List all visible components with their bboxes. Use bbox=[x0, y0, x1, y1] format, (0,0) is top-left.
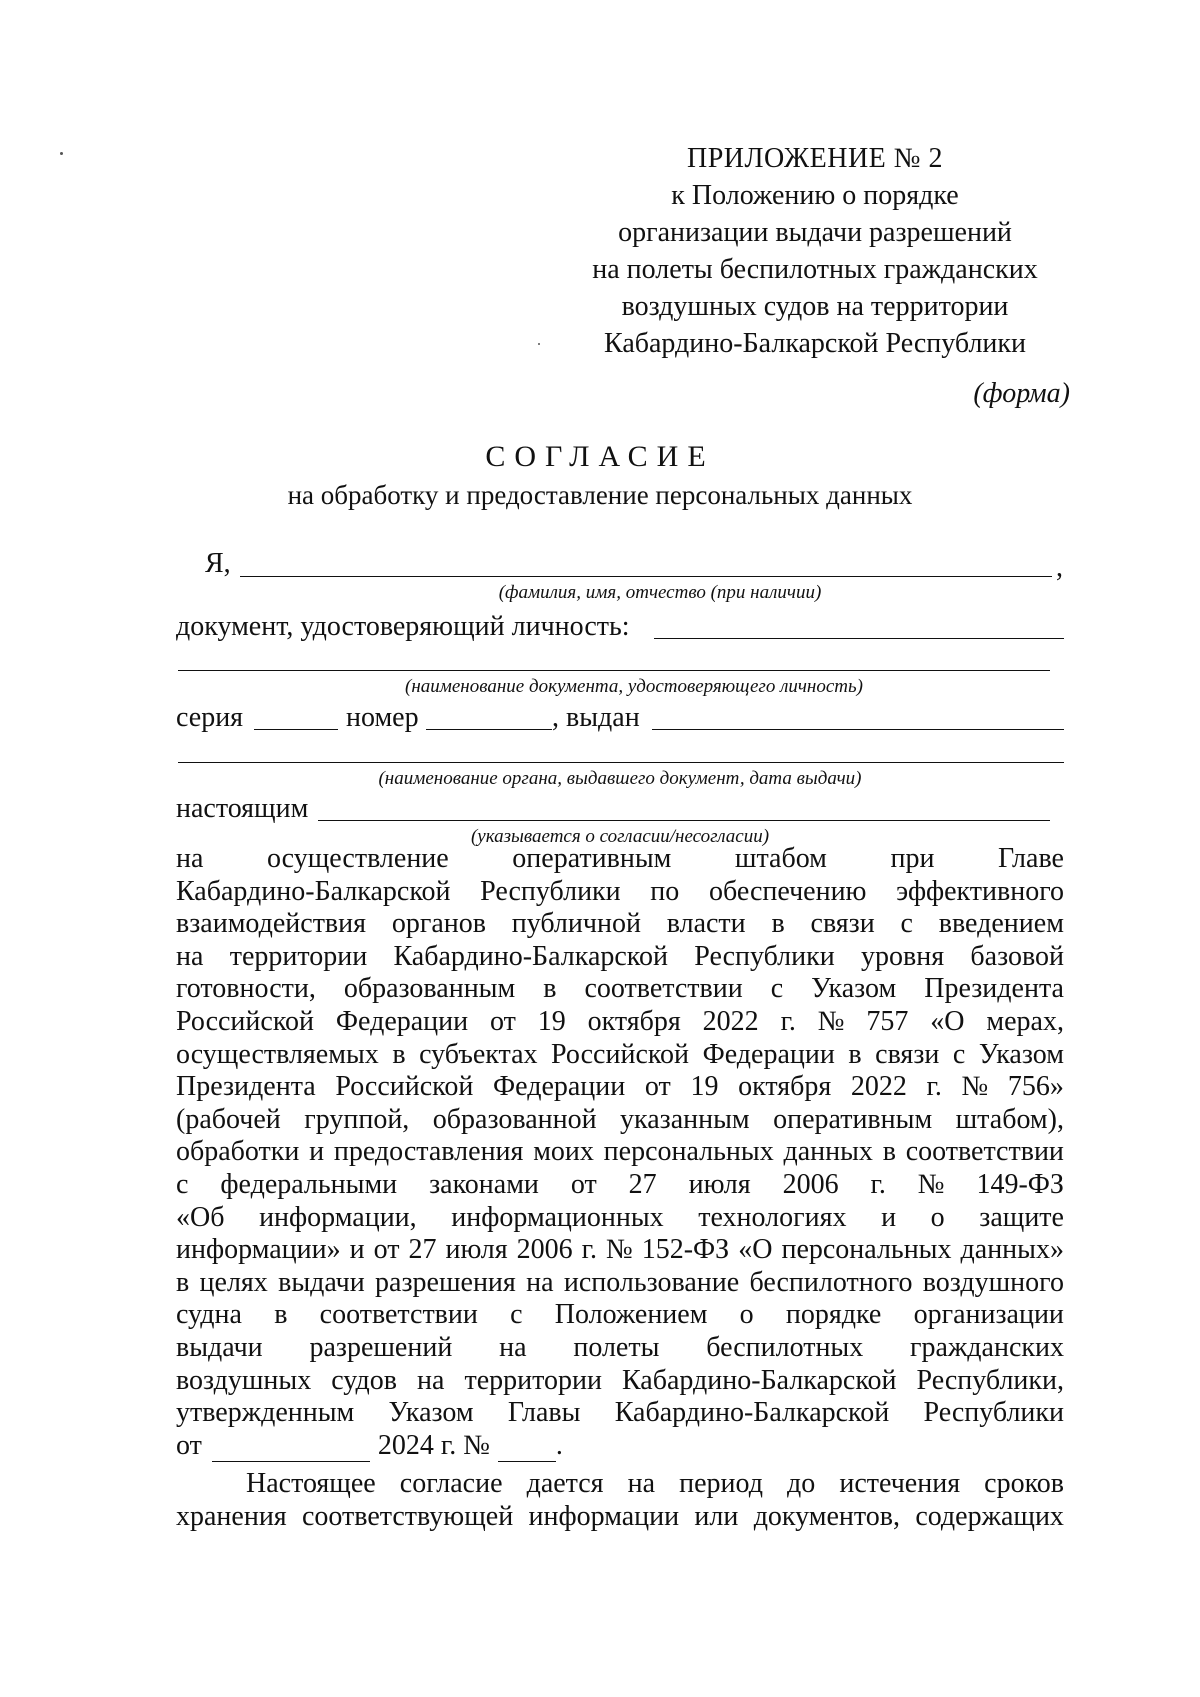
document-title: СОГЛАСИЕ bbox=[485, 440, 715, 473]
fio-line[interactable] bbox=[240, 576, 1052, 577]
word: в bbox=[543, 973, 557, 1005]
word: Кабардино-Балкарской bbox=[614, 1397, 890, 1429]
word: Федерации bbox=[335, 1005, 469, 1037]
word: документов, bbox=[753, 1500, 900, 1532]
word: территории bbox=[464, 1364, 602, 1396]
word: судов bbox=[331, 1364, 397, 1396]
word: в bbox=[771, 908, 785, 940]
word: указанным bbox=[620, 1103, 750, 1135]
appendix-number: ПРИЛОЖЕНИЕ № 2 bbox=[687, 143, 943, 174]
word: «О bbox=[930, 1005, 965, 1037]
word: г. bbox=[870, 1168, 886, 1200]
word: Российской bbox=[551, 1038, 690, 1070]
word: образованным bbox=[343, 973, 516, 1005]
word: эффективного bbox=[896, 875, 1064, 907]
word: сроков bbox=[984, 1468, 1064, 1500]
word: мерах, bbox=[986, 1005, 1064, 1037]
word: защите bbox=[979, 1201, 1064, 1233]
text-line bbox=[176, 1136, 1064, 1169]
consent-body bbox=[176, 843, 1064, 1533]
word: субъектах bbox=[419, 1038, 538, 1070]
word: оперативным bbox=[773, 1103, 933, 1135]
word: Российской bbox=[176, 1005, 314, 1037]
date-line bbox=[176, 1430, 1064, 1463]
word: г. bbox=[926, 1071, 942, 1103]
word: штабом), bbox=[955, 1103, 1064, 1135]
word: в bbox=[274, 1299, 288, 1331]
word: Республики bbox=[480, 875, 621, 907]
word: выдачи bbox=[278, 1266, 365, 1298]
date-blank[interactable] bbox=[212, 1437, 370, 1462]
word: Указом bbox=[811, 973, 897, 1005]
word: данных bbox=[783, 1136, 873, 1168]
text-line bbox=[176, 908, 1064, 941]
word: № bbox=[817, 1005, 845, 1037]
word: о bbox=[930, 1201, 945, 1233]
word: разрешений bbox=[309, 1331, 453, 1363]
word: территории bbox=[229, 940, 368, 972]
appendix-line: Кабардино-Балкарской Республики bbox=[604, 328, 1026, 359]
word: Президента bbox=[924, 973, 1064, 1005]
text-line bbox=[176, 1468, 1064, 1501]
word: оперативным bbox=[512, 843, 672, 874]
word: на bbox=[499, 1331, 527, 1363]
hereby-label: настоящим bbox=[176, 793, 309, 824]
issuer-line[interactable] bbox=[178, 762, 1064, 763]
word: данных» bbox=[960, 1234, 1064, 1266]
word: информации, bbox=[259, 1201, 417, 1233]
text-line bbox=[176, 1332, 1064, 1365]
word: воздушных bbox=[176, 1364, 312, 1396]
word: моих bbox=[533, 1136, 594, 1168]
word: октября bbox=[587, 1005, 681, 1037]
word: истечения bbox=[839, 1468, 961, 1500]
word: «Об bbox=[176, 1201, 225, 1233]
word: базовой bbox=[970, 940, 1064, 972]
word: обработки bbox=[176, 1136, 300, 1168]
word: образованной bbox=[432, 1103, 597, 1135]
appendix-line: воздушных судов на территории bbox=[621, 291, 1009, 322]
issuer-caption: (наименование органа, выдавшего документ, дата выдачи) bbox=[378, 768, 862, 789]
word: 2022 bbox=[850, 1071, 907, 1103]
word: технологиях bbox=[698, 1201, 847, 1233]
word: на bbox=[627, 1468, 656, 1500]
text-line bbox=[176, 1071, 1064, 1104]
word: Республики, bbox=[916, 1364, 1064, 1396]
word: № bbox=[961, 1071, 989, 1103]
word: на bbox=[526, 1266, 554, 1298]
word: персональных bbox=[603, 1136, 774, 1168]
word: обеспечению bbox=[708, 875, 867, 907]
word: 152-ФЗ bbox=[641, 1234, 730, 1266]
year-label: 2024 г. № bbox=[377, 1429, 490, 1461]
word: порядке bbox=[785, 1299, 882, 1331]
word: 2006 bbox=[516, 1234, 573, 1266]
series-line[interactable] bbox=[254, 729, 338, 730]
word: воздушного bbox=[922, 1266, 1064, 1298]
word: федеральными bbox=[220, 1168, 398, 1200]
word: № bbox=[605, 1234, 633, 1266]
word: на bbox=[176, 843, 204, 874]
word: 19 bbox=[690, 1071, 719, 1103]
word: с bbox=[900, 908, 913, 940]
word: соответствии bbox=[584, 973, 743, 1005]
word: № bbox=[917, 1168, 945, 1200]
from-label: от bbox=[176, 1429, 202, 1461]
word: судна bbox=[176, 1299, 242, 1331]
word: в bbox=[176, 1266, 190, 1298]
word: дается bbox=[526, 1468, 604, 1500]
word: осуществление bbox=[266, 843, 449, 874]
word: 149-ФЗ bbox=[976, 1168, 1064, 1200]
consent-caption: (указывается о согласии/несогласии) bbox=[470, 826, 770, 847]
word: от bbox=[373, 1234, 400, 1266]
word: Президента bbox=[176, 1071, 316, 1103]
text-line bbox=[176, 843, 1064, 876]
word: использование bbox=[563, 1266, 740, 1298]
text-line bbox=[176, 941, 1064, 974]
text-line bbox=[176, 1006, 1064, 1039]
word: и bbox=[881, 1201, 897, 1233]
text-line bbox=[176, 1234, 1064, 1267]
word: уровня bbox=[861, 940, 945, 972]
word: от bbox=[490, 1005, 516, 1037]
text-line bbox=[176, 1202, 1064, 1235]
word: 27 bbox=[408, 1234, 437, 1266]
word: с bbox=[176, 1168, 189, 1200]
word: группой, bbox=[304, 1103, 410, 1135]
word: о bbox=[739, 1299, 754, 1331]
word: Настоящее bbox=[246, 1468, 376, 1500]
word: законами bbox=[429, 1168, 539, 1200]
word: персональных bbox=[781, 1234, 952, 1266]
word: Главы bbox=[507, 1397, 581, 1429]
word: 19 bbox=[537, 1005, 566, 1037]
word: от bbox=[570, 1168, 597, 1200]
word: гражданских bbox=[910, 1331, 1064, 1363]
word: соответствии bbox=[319, 1299, 478, 1331]
word: 2006 bbox=[782, 1168, 839, 1200]
word: Республики bbox=[923, 1397, 1064, 1429]
word: до bbox=[787, 1468, 816, 1500]
word: Кабардино-Балкарской bbox=[176, 875, 451, 907]
scan-speck bbox=[60, 152, 63, 155]
fio-caption: (фамилия, имя, отчество (при наличии) bbox=[498, 582, 822, 603]
end-dot: . bbox=[555, 1429, 563, 1461]
word: в bbox=[882, 1136, 896, 1168]
word: Федерации bbox=[702, 1038, 835, 1070]
number-line[interactable] bbox=[426, 729, 552, 730]
word: связи bbox=[875, 1038, 940, 1070]
word: согласие bbox=[399, 1468, 503, 1500]
word: Кабардино-Балкарской bbox=[393, 940, 668, 972]
number-label: номер bbox=[346, 702, 419, 733]
word: июля bbox=[445, 1234, 508, 1266]
word: взаимодействия bbox=[176, 908, 367, 940]
word: в bbox=[392, 1038, 406, 1070]
word: или bbox=[694, 1500, 739, 1532]
word: полеты bbox=[573, 1331, 660, 1363]
text-line bbox=[176, 1299, 1064, 1332]
doc-line-2[interactable] bbox=[178, 670, 1050, 671]
word: на bbox=[417, 1364, 445, 1396]
word: в bbox=[848, 1038, 862, 1070]
word: беспилотных bbox=[706, 1331, 864, 1363]
word: 757 bbox=[866, 1005, 909, 1037]
text-line bbox=[176, 1397, 1064, 1430]
text-line bbox=[176, 1039, 1064, 1072]
text-line bbox=[176, 973, 1064, 1006]
word: (рабочей bbox=[176, 1103, 281, 1135]
word: 2022 bbox=[702, 1005, 759, 1037]
word: штабом bbox=[734, 843, 827, 874]
word: по bbox=[650, 875, 680, 907]
i-label: Я, bbox=[205, 548, 231, 579]
word: на bbox=[176, 940, 204, 972]
i-comma: , bbox=[1056, 552, 1063, 583]
word: с bbox=[952, 1038, 966, 1070]
text-line bbox=[176, 1104, 1064, 1137]
appendix-line: к Положению о порядке bbox=[671, 180, 959, 211]
word: период bbox=[679, 1468, 763, 1500]
scan-speck bbox=[538, 343, 540, 345]
doc-caption: (наименование документа, удостоверяющего личность) bbox=[405, 676, 863, 697]
appendix-line: организации выдачи разрешений bbox=[618, 217, 1012, 248]
word: г. bbox=[780, 1005, 796, 1037]
word: предоставления bbox=[333, 1136, 524, 1168]
word: г. bbox=[581, 1234, 597, 1266]
word: организации bbox=[913, 1299, 1064, 1331]
word: 756» bbox=[1007, 1071, 1064, 1103]
appendix-header bbox=[560, 140, 1070, 362]
word: Указом bbox=[978, 1038, 1064, 1070]
word: публичной bbox=[511, 908, 641, 940]
word: «О bbox=[738, 1234, 773, 1266]
word: информации bbox=[528, 1500, 680, 1532]
text-line bbox=[176, 876, 1064, 909]
doc-line[interactable] bbox=[654, 638, 1064, 639]
appendix-line: на полеты беспилотных гражданских bbox=[592, 254, 1038, 285]
word: выдачи bbox=[176, 1331, 263, 1363]
word: июля bbox=[688, 1168, 751, 1200]
word: органов bbox=[391, 908, 486, 940]
text-line bbox=[176, 1267, 1064, 1300]
word: Положением bbox=[554, 1299, 708, 1331]
text-line bbox=[176, 1501, 1064, 1534]
word: с bbox=[510, 1299, 523, 1331]
word: и bbox=[309, 1136, 325, 1168]
word: Главе bbox=[997, 843, 1064, 874]
word: октября bbox=[738, 1071, 832, 1103]
word: и bbox=[349, 1234, 365, 1266]
word: введением bbox=[938, 908, 1064, 940]
word: осуществляемых bbox=[176, 1038, 379, 1070]
word: власти bbox=[666, 908, 746, 940]
word: Кабардино-Балкарской bbox=[621, 1364, 897, 1396]
word: Российской bbox=[335, 1071, 474, 1103]
document-subtitle: на обработку и предоставление персональных данных bbox=[287, 480, 913, 510]
word: Федерации bbox=[493, 1071, 626, 1103]
consent-line[interactable] bbox=[318, 820, 1050, 821]
issued-line[interactable] bbox=[652, 729, 1064, 730]
word: готовности, bbox=[176, 973, 316, 1005]
word: с bbox=[770, 973, 784, 1005]
word: Указом bbox=[388, 1397, 474, 1429]
doc-label: документ, удостоверяющий личность: bbox=[176, 611, 630, 642]
word: 27 bbox=[628, 1168, 657, 1200]
number-blank[interactable] bbox=[498, 1437, 556, 1462]
text-line bbox=[176, 1365, 1064, 1398]
series-label: серия bbox=[176, 702, 244, 733]
word: разрешения bbox=[375, 1266, 516, 1298]
word: при bbox=[890, 843, 935, 874]
word: соответствии bbox=[905, 1136, 1064, 1168]
word: связи bbox=[810, 908, 875, 940]
word: от bbox=[644, 1071, 671, 1103]
word: Республики bbox=[694, 940, 835, 972]
issued-label: , выдан bbox=[552, 702, 640, 733]
word: содержащих bbox=[915, 1500, 1064, 1532]
word: беспилотного bbox=[749, 1266, 913, 1298]
form-note: (форма) bbox=[973, 378, 1070, 409]
word: соответствующей bbox=[302, 1500, 514, 1532]
word: информации» bbox=[176, 1234, 341, 1266]
word: утвержденным bbox=[176, 1397, 355, 1429]
word: информационных bbox=[451, 1201, 664, 1233]
text-line bbox=[176, 1169, 1064, 1202]
word: целях bbox=[199, 1266, 268, 1298]
word: хранения bbox=[176, 1500, 287, 1532]
